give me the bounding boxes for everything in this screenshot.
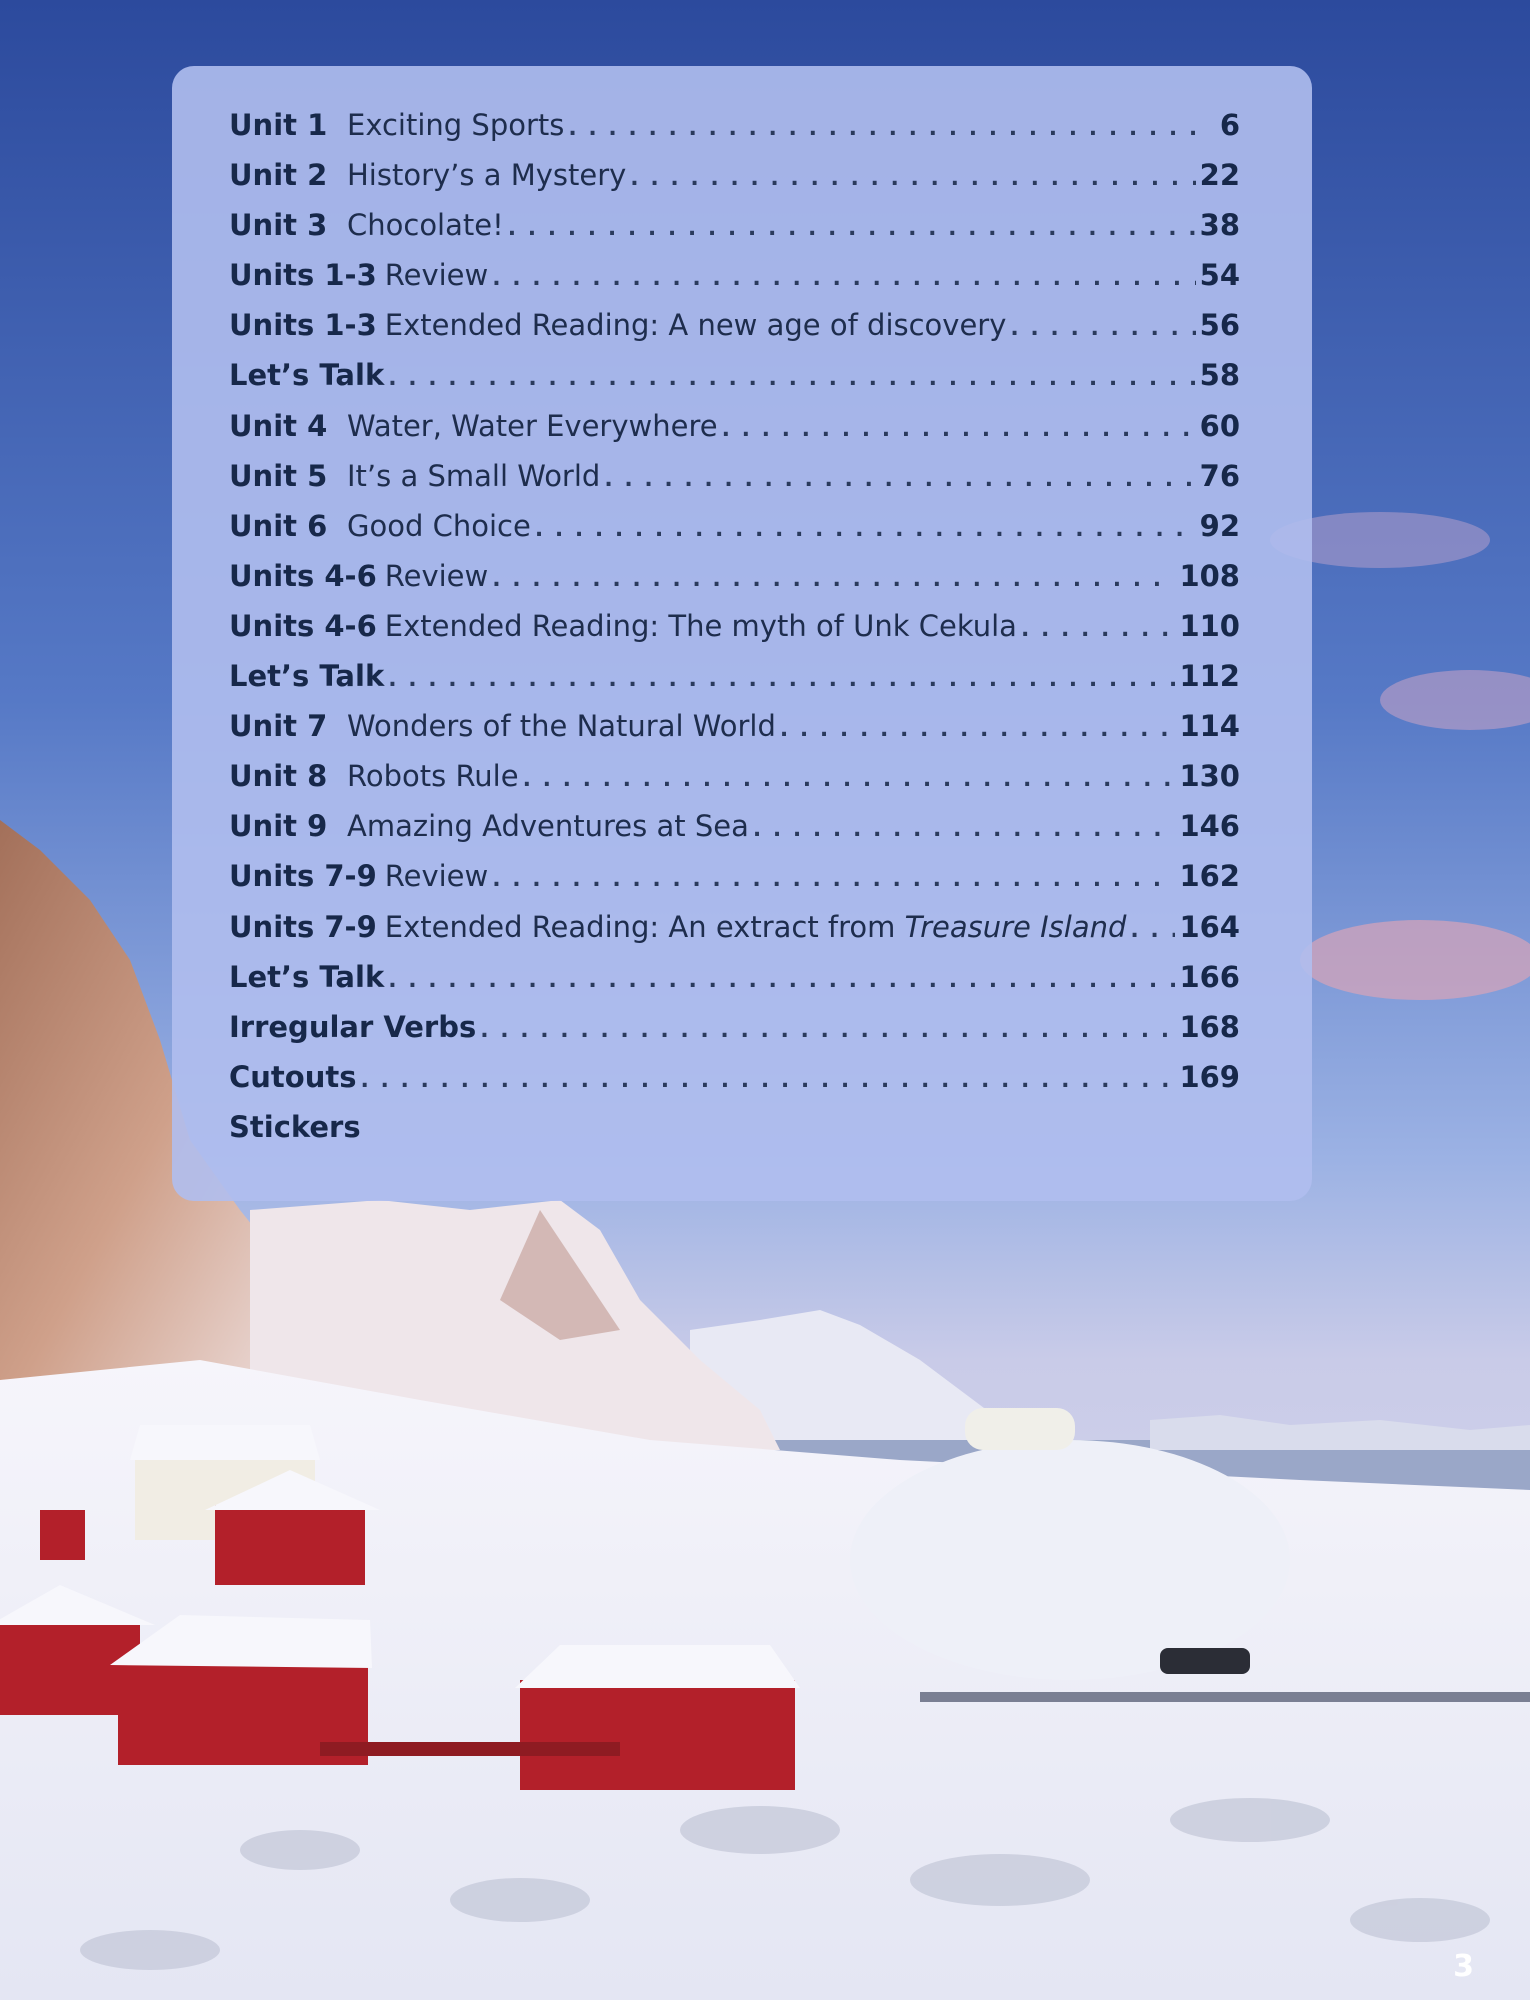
toc-entry-page: 130 — [1179, 759, 1240, 794]
toc-entry-label: Unit 2 — [229, 158, 328, 193]
toc-entry-unit-9[interactable] — [229, 809, 1240, 859]
toc-entry-title-italic: Treasure Island — [904, 909, 1127, 944]
dot-leader — [722, 409, 1196, 443]
toc-entry-title: Extended Reading: A new age of discovery — [384, 308, 1007, 343]
toc-entry-lets-talk-1[interactable] — [229, 358, 1240, 408]
toc-entry-page: 114 — [1179, 709, 1240, 744]
toc-entry-title: Review — [384, 859, 489, 894]
dot-leader — [604, 459, 1195, 493]
toc-entry-title: Review — [384, 258, 489, 293]
toc-entry-label: Let’s Talk — [229, 659, 385, 694]
toc-entry-label: Unit 5 — [229, 458, 328, 493]
toc-entry-title: Water, Water Everywhere — [347, 408, 718, 443]
toc-entry-page: 38 — [1199, 208, 1240, 243]
toc-entry-page: 76 — [1199, 458, 1240, 493]
dot-leader — [492, 859, 1175, 893]
toc-entry-title-prefix: Extended Reading: An extract from — [384, 909, 905, 944]
toc-entry-label: Units 4-6 — [229, 558, 377, 593]
dot-leader — [492, 258, 1195, 292]
toc-entry-page: 169 — [1179, 1059, 1240, 1094]
toc-entry-label: Unit 8 — [229, 759, 328, 794]
toc-entry-unit-2[interactable] — [229, 158, 1240, 208]
dot-leader — [1010, 308, 1195, 342]
toc-entry-title: Review — [384, 558, 489, 593]
dot-leader — [753, 809, 1176, 843]
toc-entry-lets-talk-2[interactable] — [229, 659, 1240, 709]
table-of-contents-panel — [172, 66, 1312, 1201]
toc-entry-unit-3[interactable] — [229, 208, 1240, 258]
toc-entry-unit-4[interactable] — [229, 409, 1240, 459]
toc-entry-units-7-9-extended-reading[interactable] — [229, 910, 1240, 960]
toc-entry-cutouts[interactable] — [229, 1060, 1240, 1110]
page-number: 3 — [1453, 1949, 1474, 1984]
toc-entry-label: Unit 1 — [229, 108, 328, 142]
toc-entry-title: Good Choice — [347, 508, 531, 543]
toc-entry-label: Let’s Talk — [229, 358, 385, 393]
toc-entry-page: 168 — [1179, 1009, 1240, 1044]
toc-entry-title: History’s a Mystery — [347, 158, 627, 193]
toc-entry-page: 166 — [1179, 959, 1240, 994]
toc-entry-label: Units 1-3 — [229, 308, 377, 343]
dot-leader — [508, 208, 1196, 242]
toc-entry-title: Amazing Adventures at Sea — [347, 809, 749, 844]
dot-leader — [492, 559, 1175, 593]
dot-leader — [535, 509, 1196, 543]
toc-entry-unit-5[interactable] — [229, 459, 1240, 509]
toc-entry-irregular-verbs[interactable] — [229, 1010, 1240, 1060]
toc-entry-label: Units 7-9 — [229, 909, 377, 944]
toc-entry-units-1-3-review[interactable] — [229, 258, 1240, 308]
toc-entry-title: Exciting Sports — [347, 108, 565, 142]
toc-entry-page: 146 — [1179, 809, 1240, 844]
dot-leader — [523, 759, 1176, 793]
toc-entry-unit-1[interactable] — [229, 108, 1240, 158]
toc-entry-lets-talk-3[interactable] — [229, 960, 1240, 1010]
toc-entry-label: Unit 3 — [229, 208, 328, 243]
toc-entry-label: Cutouts — [229, 1059, 357, 1094]
dot-leader — [1021, 609, 1176, 643]
dot-leader — [630, 158, 1195, 192]
toc-entry-title: It’s a Small World — [347, 458, 601, 493]
dot-leader — [360, 1060, 1175, 1094]
toc-entry-label: Units 1-3 — [229, 258, 377, 293]
toc-entry-page: 60 — [1199, 408, 1240, 443]
toc-entry-title: Wonders of the Natural World — [347, 709, 776, 744]
toc-entry-label: Irregular Verbs — [229, 1009, 477, 1044]
toc-entry-page: 164 — [1179, 909, 1240, 944]
toc-entry-title: Robots Rule — [347, 759, 519, 794]
toc-entry-page: 108 — [1179, 558, 1240, 593]
toc-entry-page: 54 — [1199, 258, 1240, 293]
toc-entry-units-1-3-extended-reading[interactable] — [229, 308, 1240, 358]
dot-leader — [780, 709, 1176, 743]
toc-entry-unit-6[interactable] — [229, 509, 1240, 559]
toc-entry-page: 112 — [1179, 659, 1240, 694]
toc-entry-label: Unit 6 — [229, 508, 328, 543]
toc-entry-unit-7[interactable] — [229, 709, 1240, 759]
dot-leader — [568, 108, 1196, 142]
toc-entry-page: 56 — [1199, 308, 1240, 343]
dot-leader — [480, 1010, 1175, 1044]
toc-entry-stickers[interactable] — [229, 1110, 1240, 1160]
toc-entry-units-4-6-extended-reading[interactable] — [229, 609, 1240, 659]
toc-entry-label: Stickers — [229, 1109, 361, 1144]
toc-entry-unit-8[interactable] — [229, 759, 1240, 809]
toc-entry-label: Unit 7 — [229, 709, 328, 744]
toc-list — [229, 108, 1240, 1160]
toc-entry-units-4-6-review[interactable] — [229, 559, 1240, 609]
toc-entry-title: Extended Reading: The myth of Unk Cekula — [384, 608, 1017, 643]
toc-entry-page: 162 — [1179, 859, 1240, 894]
toc-entry-title — [385, 910, 1127, 944]
dot-leader — [388, 960, 1175, 994]
dot-leader — [1130, 910, 1175, 944]
toc-entry-label: Let’s Talk — [229, 959, 385, 994]
toc-entry-label: Units 7-9 — [229, 859, 377, 894]
toc-entry-label: Unit 4 — [229, 408, 328, 443]
toc-entry-page: 22 — [1199, 158, 1240, 193]
dot-leader — [388, 358, 1195, 392]
toc-entry-label: Units 4-6 — [229, 608, 377, 643]
toc-entry-label: Unit 9 — [229, 809, 328, 844]
toc-entry-page: 58 — [1199, 358, 1240, 393]
toc-entry-page: 6 — [1219, 108, 1240, 142]
toc-entry-title: Chocolate! — [347, 208, 504, 243]
dot-leader — [388, 659, 1175, 693]
toc-entry-units-7-9-review[interactable] — [229, 859, 1240, 909]
toc-entry-page: 110 — [1179, 608, 1240, 643]
toc-entry-page: 92 — [1199, 508, 1240, 543]
